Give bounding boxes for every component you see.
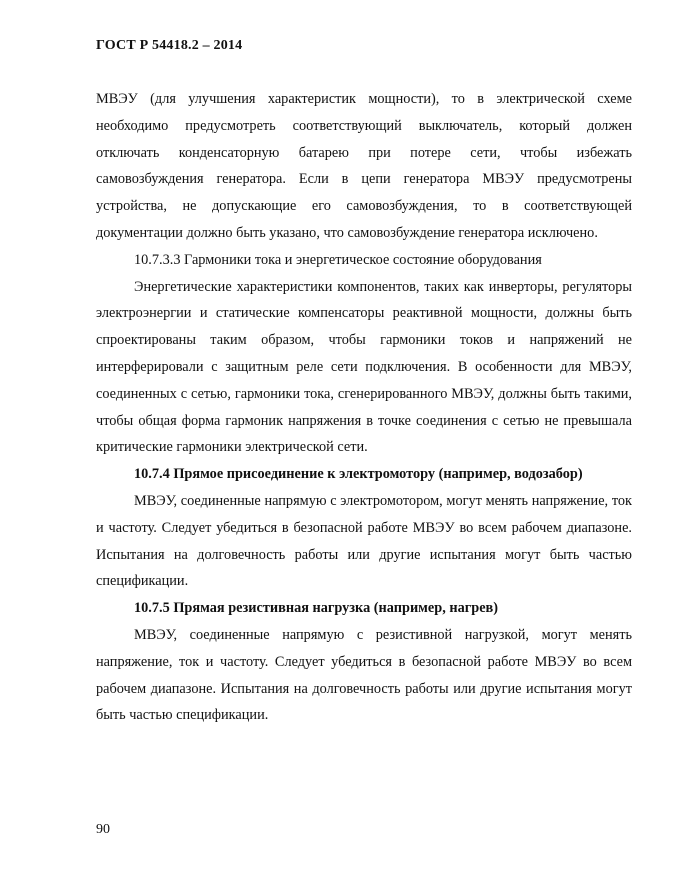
- section-heading-10-7-3-3: 10.7.3.3 Гармоники тока и энергетическое состояние оборудования: [134, 251, 542, 268]
- paragraph-continued: МВЭУ (для улучшения характеристик мощности), то в электрической схеме необходимо предусмотреть соответствующий выключатель, который должен отключать конденсаторную батарею при потере сети, чтобы избежать самовозбуждения генератора. Если в цепи генератора МВЭУ предусмотрены устройства, не допускающие его самовозбуждения, то в соответствующей документации должно быть указано, что самовозбуждение генератора исключено.: [96, 91, 632, 241]
- section-heading-10-7-4: 10.7.4 Прямое присоединение к электромотору (например, водозабор): [134, 466, 583, 483]
- document-header: ГОСТ Р 54418.2 – 2014: [96, 38, 243, 53]
- paragraph-motor-connection: МВЭУ, соединенные напрямую с электромотором, могут менять напряжение, ток и частоту. Следует убедиться в безопасной работе МВЭУ во всем рабочем диапазоне. Испытания на долговечность работы или другие испытания могут быть частью спецификации.: [96, 492, 632, 590]
- paragraph-harmonics: Энергетические характеристики компонентов, таких как инверторы, регуляторы электроэнергии и статические компенсаторы реактивной мощности, должны быть спроектированы таким образом, чтобы гармоники токов и напряжений не интерферировали с защитным реле сети подключения. В особенности для МВЭУ, соединенных с сетью, гармоники тока, сгенерированного МВЭУ, должны быть такими, чтобы общая форма гармоник напряжения в точке соединения с сетью не превышала критические гармоники электрической сети.: [96, 278, 632, 456]
- page-number: 90: [96, 822, 110, 837]
- section-heading-10-7-5: 10.7.5 Прямая резистивная нагрузка (например, нагрев): [134, 600, 499, 617]
- page-content: [96, 86, 632, 729]
- paragraph-resistive-load: МВЭУ, соединенные напрямую с резистивной нагрузкой, могут менять напряжение, ток и частоту. Следует убедиться в безопасной работе МВЭУ во всем рабочем диапазоне. Испытания на долговечность работы или другие испытания могут быть частью спецификации.: [96, 626, 632, 724]
